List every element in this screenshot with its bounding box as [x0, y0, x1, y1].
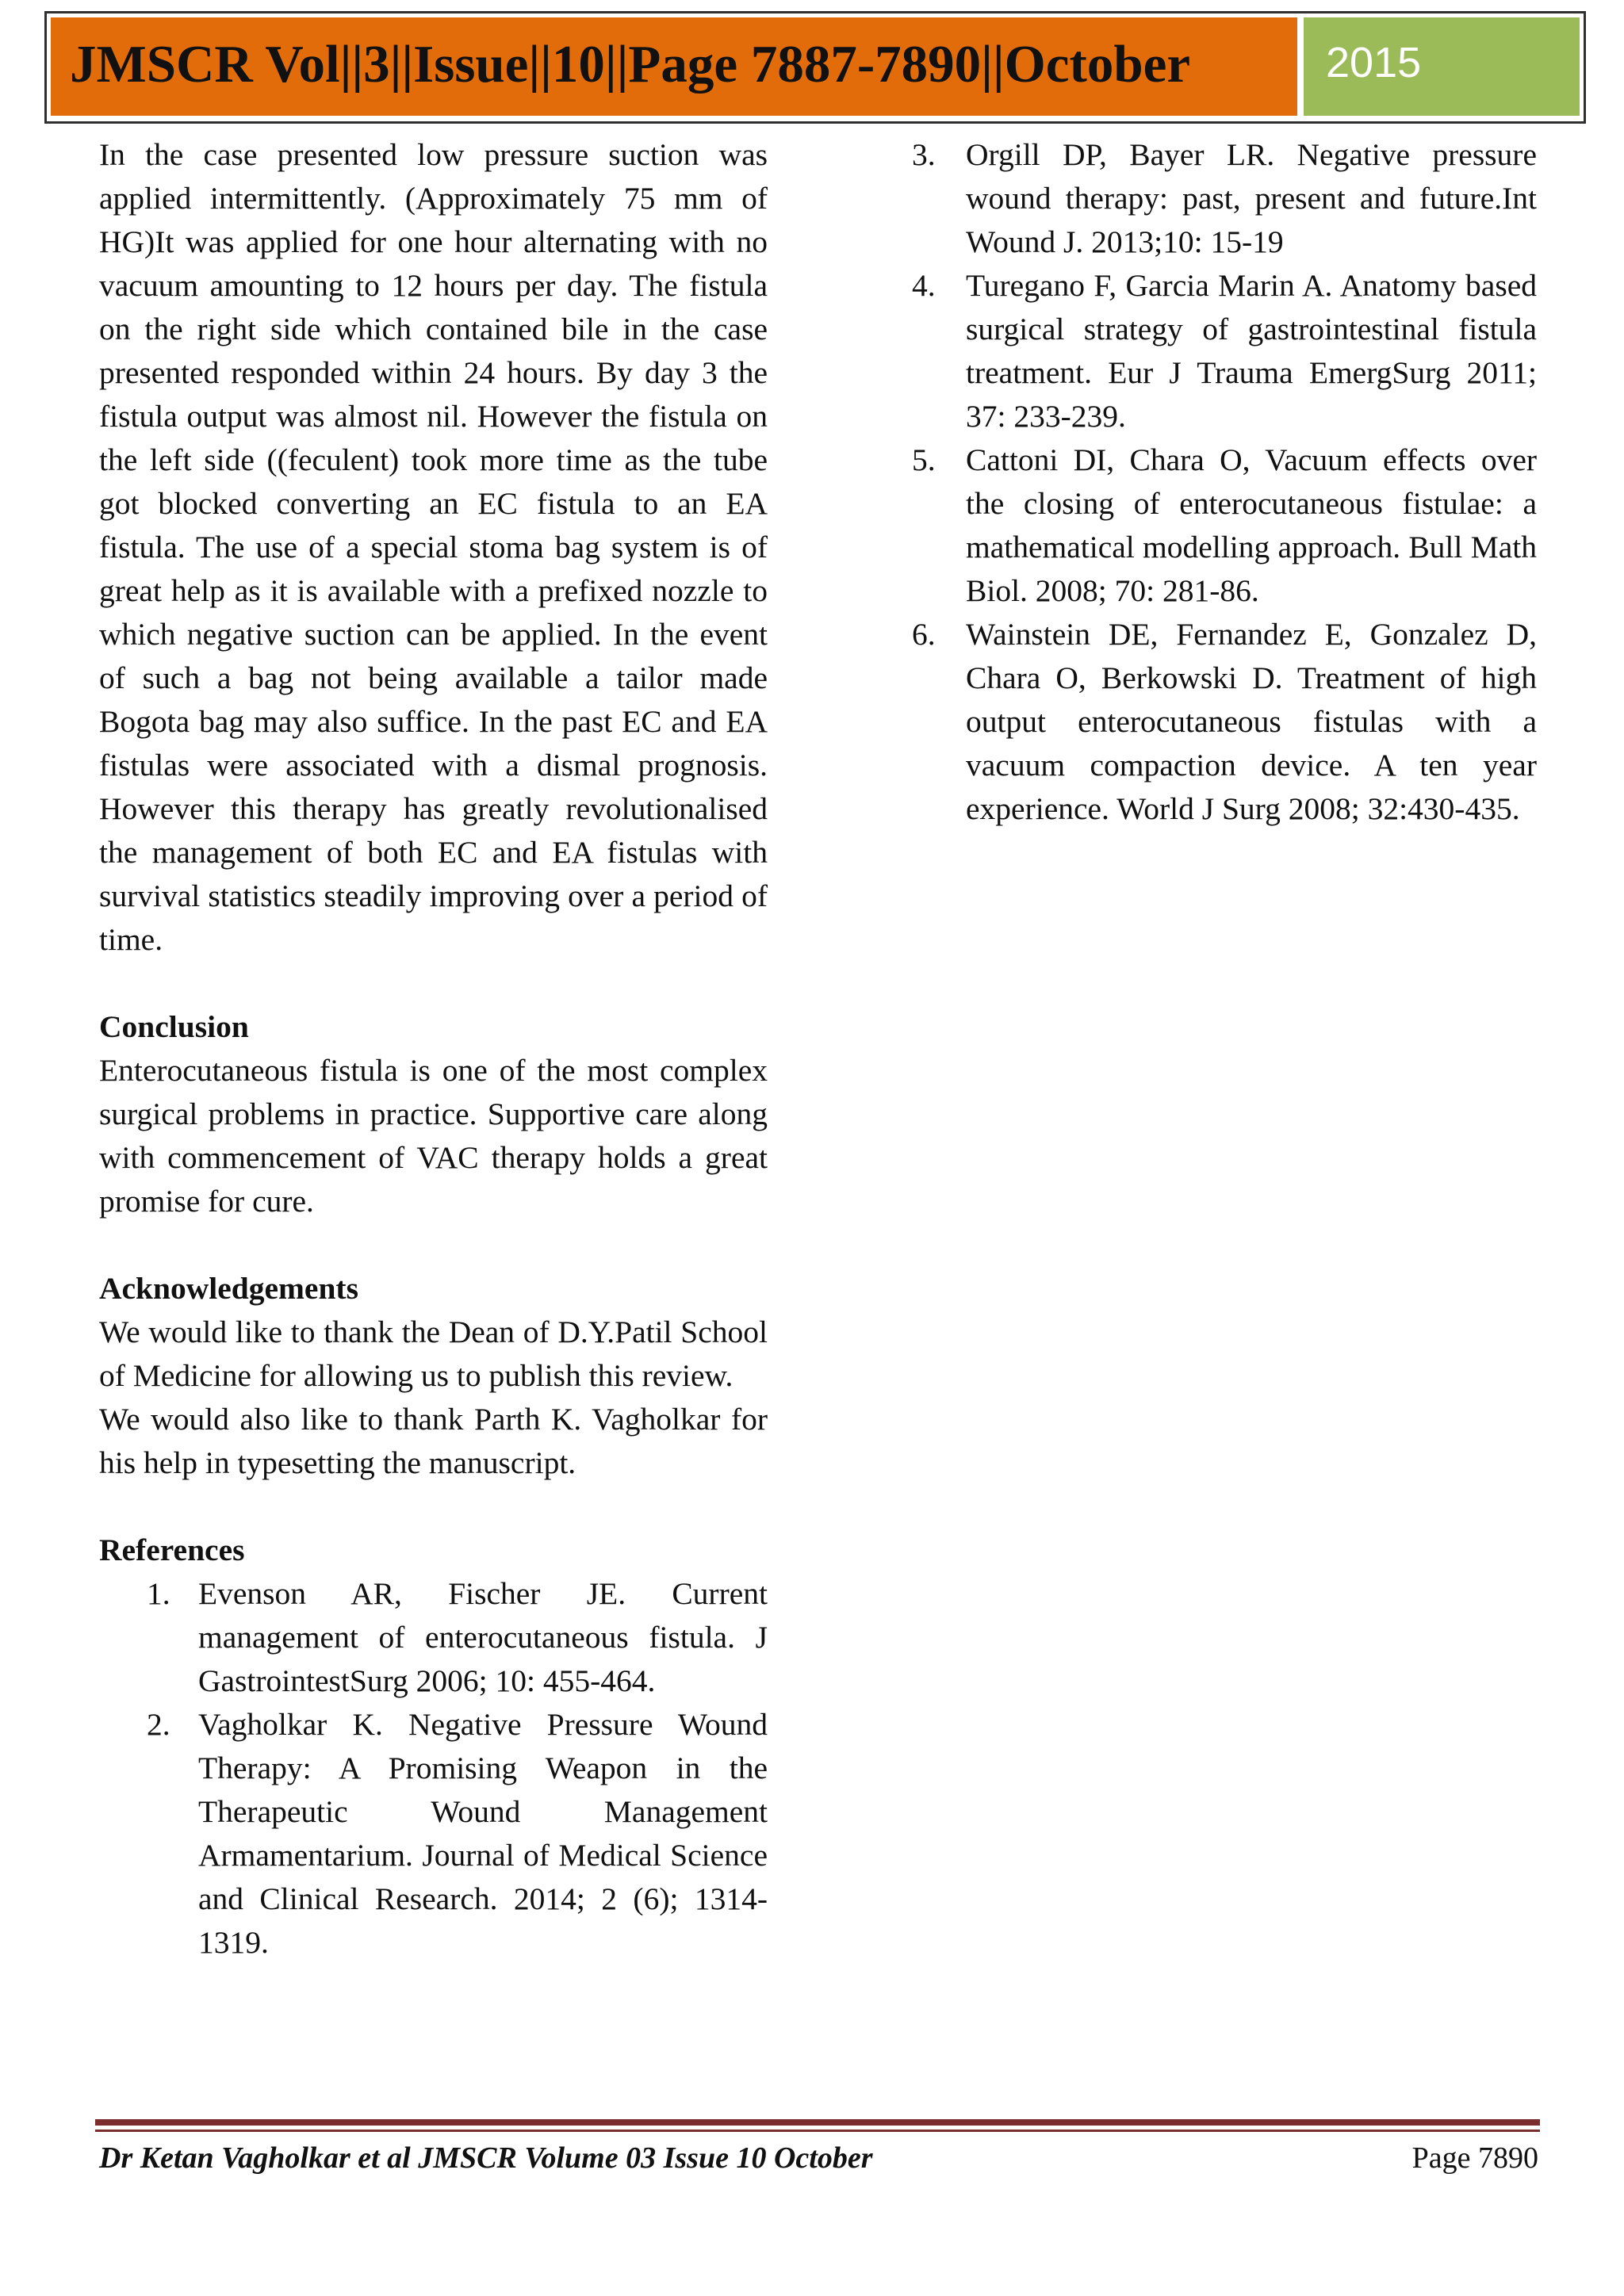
- reference-item: [99, 1703, 768, 1965]
- acknowledgements-text-2: We would also like to thank Parth K. Vagholkar for his help in typesetting the manuscript.: [99, 1402, 768, 1480]
- reference-text: Wainstein DE, Fernandez E, Gonzalez D, Chara O, Berkowski D. Treatment of high output enterocutaneous fistulas with a vacuum compaction device. A ten year experience. World J Surg 2008; 32:430-435.: [966, 617, 1537, 826]
- reference-list-left: [99, 1572, 768, 1965]
- footer-rule: [95, 2119, 1540, 2126]
- conclusion-heading: Conclusion: [99, 1009, 249, 1044]
- reference-item: [912, 438, 1537, 613]
- reference-text: Vagholkar K. Negative Pressure Wound Therapy: A Promising Weapon in the Therapeutic Wound Management Armamentarium. Journal of Medical Science and Clinical Research. 2014; 2 (6); 1314-1319.: [198, 1707, 768, 1960]
- reference-item: [912, 613, 1537, 831]
- reference-text: Evenson AR, Fischer JE. Current management of enterocutaneous fistula. J GastrointestSurg 2006; 10: 455-464.: [198, 1576, 768, 1698]
- reference-item: [912, 264, 1537, 438]
- discussion-paragraph: In the case presented low pressure suction was applied intermittently. (Approximately 75 mm of HG)It was applied for one hour alternating with no vacuum amounting to 12 hours per day. The fistula on the right side which contained bile in the case presented responded within 24 hours. By day 3 the fistula output was almost nil. However the fistula on the left side ((feculent) took more time as the tube got blocked converting an EC fistula to an EA fistula. The use of a special stoma bag system is of great help as it is available with a prefixed nozzle to which negative suction can be applied. In the event of such a bag not being available a tailor made Bogota bag may also suffice. In the past EC and EA fistulas were associated with a dismal prognosis. However this therapy has greatly revolutionalised the management of both EC and EA fistulas with survival statistics steadily improving over a period of time.: [99, 137, 768, 957]
- journal-year-banner: [1304, 17, 1580, 116]
- reference-number: 4.: [912, 268, 936, 303]
- reference-text: Cattoni DI, Chara O, Vacuum effects over the closing of enterocutaneous fistulae: a mathematical modelling approach. Bull Math Biol. 2008; 70: 281-86.: [966, 442, 1537, 608]
- reference-item: [99, 1572, 768, 1703]
- reference-number: 1.: [147, 1576, 170, 1611]
- conclusion-text: Enterocutaneous fistula is one of the most complex surgical problems in practice. Supportive care along with commencement of VAC therapy holds a great promise for cure.: [99, 1053, 768, 1219]
- spacer: [99, 1223, 768, 1267]
- journal-header-title: JMSCR Vol||3||Issue||10||Page 7887-7890||October: [70, 35, 1191, 94]
- acknowledgements-heading: Acknowledgements: [99, 1271, 358, 1306]
- spacer: [99, 1485, 768, 1529]
- reference-number: 2.: [147, 1707, 170, 1742]
- reference-text: Turegano F, Garcia Marin A. Anatomy based surgical strategy of gastrointestinal fistula treatment. Eur J Trauma EmergSurg 2011; 37: 233-239.: [966, 268, 1537, 434]
- spacer: [99, 962, 768, 1005]
- footer-citation: Dr Ketan Vagholkar et al JMSCR Volume 03 Issue 10 October: [99, 2141, 873, 2175]
- left-column: [99, 133, 768, 1965]
- journal-header-banner: [51, 17, 1297, 116]
- reference-number: 5.: [912, 442, 936, 477]
- page-number: Page 7890: [1411, 2141, 1538, 2175]
- acknowledgements-text-1: We would like to thank the Dean of D.Y.Patil School of Medicine for allowing us to publish this review.: [99, 1314, 768, 1393]
- reference-text: Orgill DP, Bayer LR. Negative pressure wound therapy: past, present and future.Int Wound J. 2013;10: 15-19: [966, 137, 1537, 259]
- footer-rule-thin: [95, 2130, 1540, 2132]
- references-heading: References: [99, 1533, 245, 1567]
- reference-list-right: [912, 133, 1537, 831]
- journal-year: 2015: [1326, 39, 1422, 86]
- reference-number: 3.: [912, 137, 936, 172]
- reference-item: [912, 133, 1537, 264]
- right-column: [912, 133, 1537, 831]
- reference-number: 6.: [912, 617, 936, 652]
